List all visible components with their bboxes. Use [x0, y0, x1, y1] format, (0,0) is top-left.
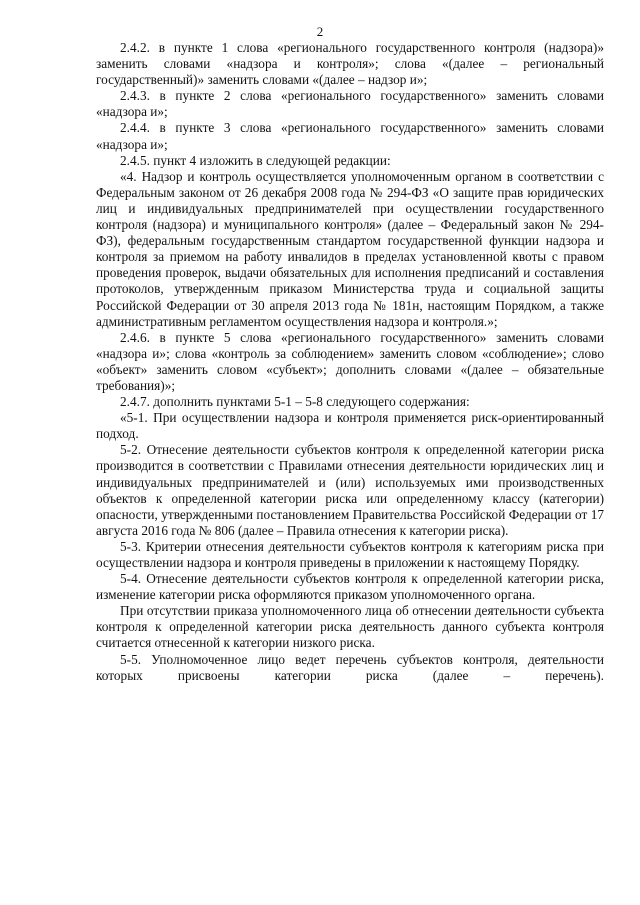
- paragraph-item-5-1: «5-1. При осуществлении надзора и контроля применяется риск-ориентированный подход.: [96, 410, 604, 442]
- paragraph-item-5-2: 5-2. Отнесение деятельности субъектов контроля к определенной категории риска производится в соответствии с Правилами отнесения деятельности юридических лиц и индивидуальных предпринимателей и (или) используемых ими производственных объектов к определенной категории риска или определенному классу (категории) опасности, утвержденными постановлением Правительства Российской Федерации от 17 августа 2016 года № 806 (далее – Правила отнесения к категории риска).: [96, 442, 604, 538]
- paragraph-2-4-6: 2.4.6. в пункте 5 слова «регионального государственного» заменить словами «надзора и»; слова «контроль за соблюдением» заменить словом «соблюдение»; слово «объект» заменить словом «субъект»; дополнить словами «(далее – обязательные требования)»;: [96, 329, 604, 393]
- paragraph-2-4-3: 2.4.3. в пункте 2 слова «регионального государственного» заменить словами «надзора и»;: [96, 88, 604, 120]
- page-number: 2: [316, 24, 324, 39]
- document-body: [96, 40, 604, 684]
- paragraph-2-4-5: 2.4.5. пункт 4 изложить в следующей редакции:: [120, 152, 391, 168]
- paragraph-item-5-3: 5-3. Критерии отнесения деятельности субъектов контроля к категориям риска при осуществлении надзора и контроля приведены в приложении к настоящему Порядку.: [96, 538, 604, 570]
- paragraph-item-5-4-continued: При отсутствии приказа уполномоченного лица об отнесении деятельности субъекта контроля к определенной категории риска деятельность данного субъекта контроля считается отнесенной к категории низкого риска.: [96, 603, 604, 651]
- paragraph-2-4-7: 2.4.7. дополнить пунктами 5-1 – 5-8 следующего содержания:: [120, 394, 470, 410]
- paragraph-2-4-4: 2.4.4. в пункте 3 слова «регионального государственного» заменить словами «надзора и»;: [96, 120, 604, 152]
- paragraph-item-5-5: 5-5. Уполномоченное лицо ведет перечень субъектов контроля, деятельности которых присвоены категории риска (далее – перечень).: [96, 651, 604, 683]
- paragraph-item-4: «4. Надзор и контроль осуществляется уполномоченным органом в соответствии с Федеральным законом от 26 декабря 2008 года № 294-ФЗ «О защите прав юридических лиц и индивидуальных предпринимателей при осуществлении государственного контроля (надзора) и муниципального контроля» (далее – Федеральный закон № 294-ФЗ), федеральным государственным стандартом государственной функции надзора и контроля за приемом на работу инвалидов в пределах установленной квоты с правом проведения проверок, выдачи обязательных для исполнения предписаний и составления протоколов, утвержденным приказом Министерства труда и социальной защиты Российской Федерации от 30 апреля 2013 года № 181н, настоящим Порядком, а также административным регламентом осуществления надзора и контроля.»;: [96, 168, 604, 329]
- paragraph-item-5-4: 5-4. Отнесение деятельности субъектов контроля к определенной категории риска, изменение категории риска оформляются приказом уполномоченного органа.: [96, 571, 604, 603]
- paragraph-2-4-2: 2.4.2. в пункте 1 слова «регионального государственного контроля (надзора)» заменить словами «надзора и контроля»; слова «(далее – региональный государственный)» заменить словами «(далее – надзор и»;: [96, 40, 604, 88]
